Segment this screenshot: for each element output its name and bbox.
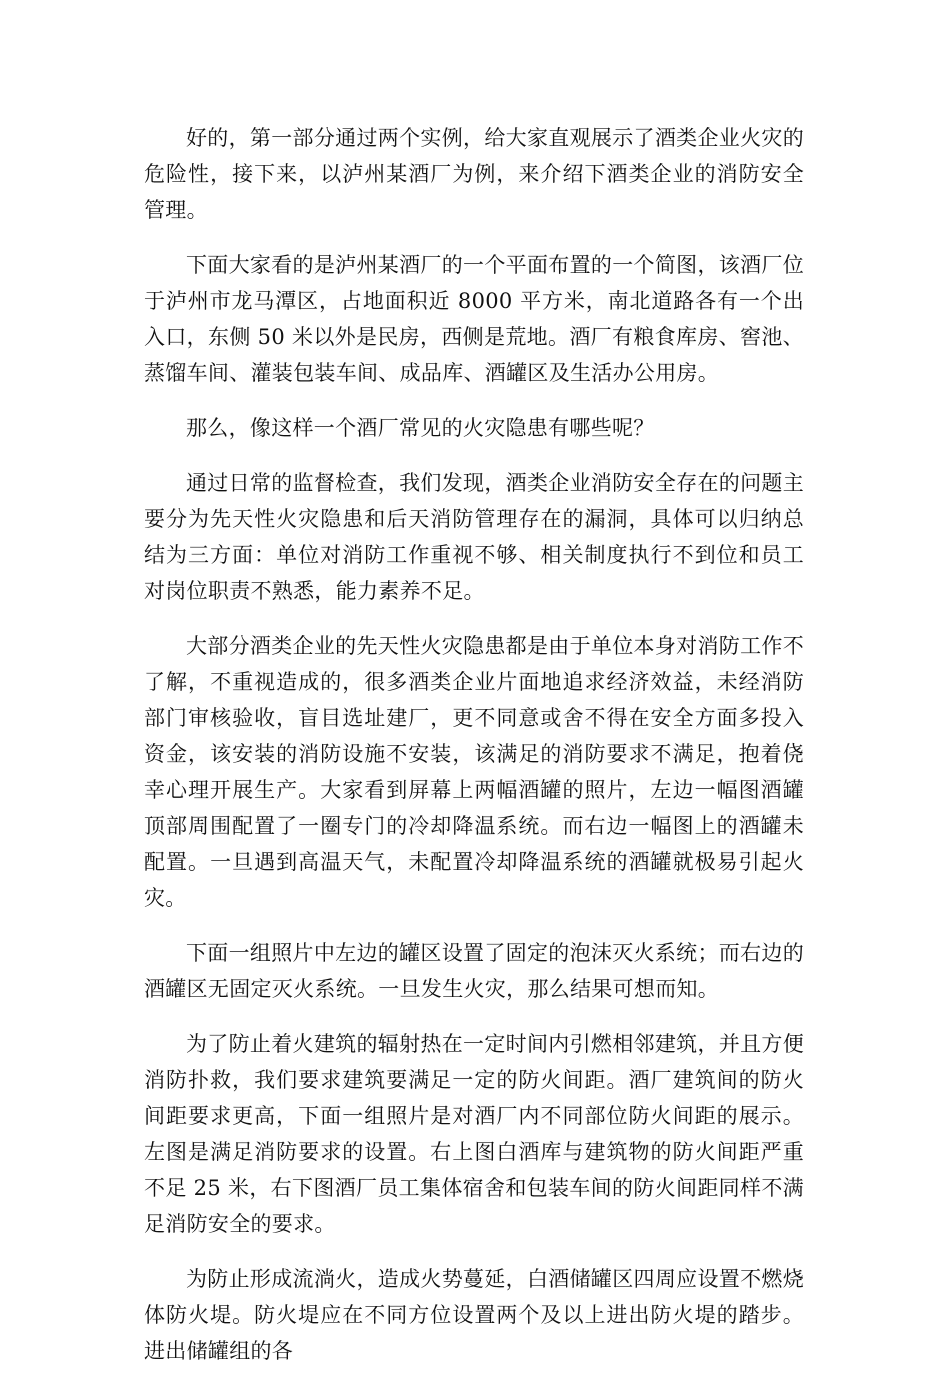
paragraph-fire-separation: 为了防止着火建筑的辐射热在一定时间内引燃相邻建筑，并且方便消防扑救，我们要求建筑要满足一定的防火间距。酒厂建筑间的防火间距要求更高，下面一组照片是对酒厂内不同部位防火间距的展示。左图是满足消防要求的设置。右上图白酒库与建筑物的防火间距严重不足 25 米，右下图酒厂员工集体宿舍和包装车间的防火间距同样不满足消防安全的要求。 — [144, 1032, 804, 1236]
paragraph-intro: 好的，第一部分通过两个实例，给大家直观展示了酒类企业火灾的危险性，接下来，以泸州某酒厂为例，来介绍下酒类企业的消防安全管理。 — [144, 126, 804, 222]
paragraph-question: 那么，像这样一个酒厂常见的火灾隐患有哪些呢？ — [186, 416, 655, 440]
paragraph-fire-dike: 为防止形成流淌火，造成火势蔓延，白酒储罐区四周应设置不燃烧体防火堤。防火堤应在不同方位设置两个及以上进出防火堤的踏步。进出储罐组的各 — [144, 1267, 804, 1363]
paragraph-inspection-findings: 通过日常的监督检查，我们发现，酒类企业消防安全存在的问题主要分为先天性火灾隐患和后天消防管理存在的漏洞，具体可以归纳总结为三方面：单位对消防工作重视不够、相关制度执行不到位和员工对岗位职责不熟悉，能力素养不足。 — [144, 471, 804, 603]
paragraph-inherent-hazards: 大部分酒类企业的先天性火灾隐患都是由于单位本身对消防工作不了解，不重视造成的，很多酒类企业片面地追求经济效益，未经消防部门审核验收，盲目选址建厂，更不同意或舍不得在安全方面多投入资金，该安装的消防设施不安装，该满足的消防要求不满足，抱着侥幸心理开展生产。大家看到屏幕上两幅酒罐的照片，左边一幅图酒罐顶部周围配置了一圈专门的冷却降温系统。而右边一幅图上的酒罐未配置。一旦遇到高温天气，未配置冷却降温系统的酒罐就极易引起火灾。 — [144, 634, 804, 910]
paragraph-foam-system: 下面一组照片中左边的罐区设置了固定的泡沫灭火系统；而右边的酒罐区无固定灭火系统。一旦发生火灾，那么结果可想而知。 — [144, 941, 804, 1001]
paragraph-plant-layout: 下面大家看的是泸州某酒厂的一个平面布置的一个简图，该酒厂位于泸州市龙马潭区，占地面积近 8000 平方米，南北道路各有一个出入口，东侧 50 米以外是民房，西侧是荒地。酒厂有粮食库房、窖池、蒸馏车间、灌装包装车间、成品库、酒罐区及生活办公用房。 — [144, 253, 804, 385]
document-body — [144, 120, 804, 1388]
